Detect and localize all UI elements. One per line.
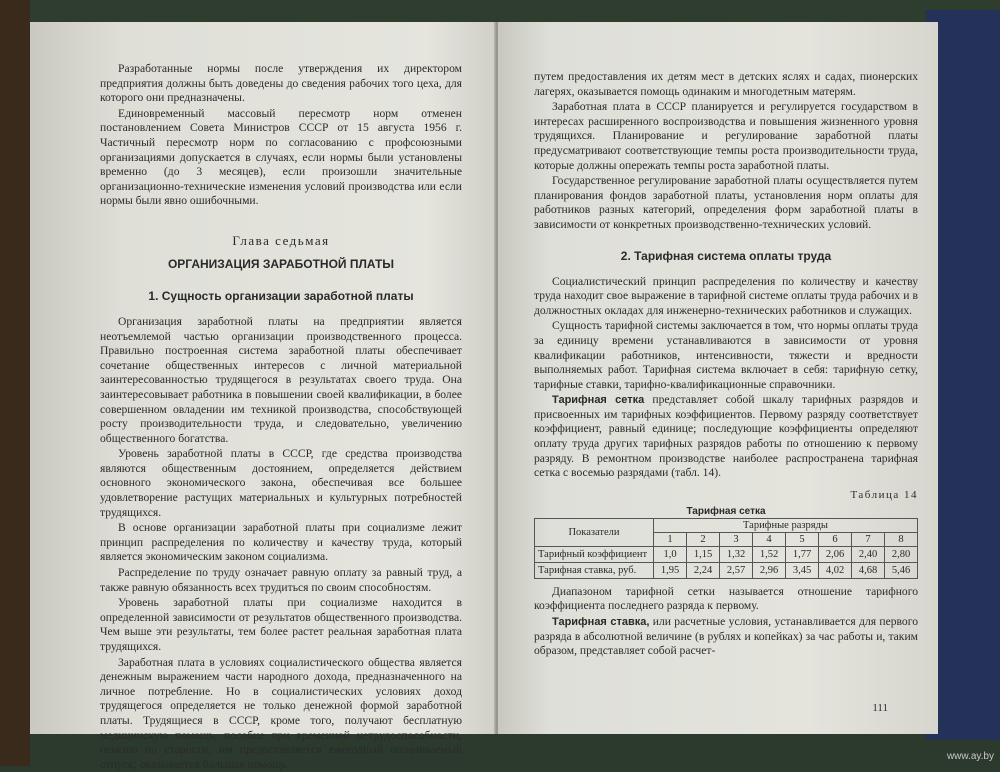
left-body-paragraph: Уровень заработной платы при социализме находится в определенной зависимости от результатов общественного производства. Чем выше эти результаты, тем более растет реальная заработная плата трудящихся.: [100, 596, 462, 653]
chapter-title: ОРГАНИЗАЦИЯ ЗАРАБОТНОЙ ПЛАТЫ: [167, 256, 395, 271]
section-title-2: 2. Тарифная система оплаты труда: [620, 248, 832, 263]
grade-cell: 4: [753, 532, 786, 546]
grade-cell: 6: [819, 532, 852, 546]
row-label: Тарифная ставка, руб.: [535, 562, 654, 578]
right-page: [498, 22, 938, 734]
table-cell: 1,15: [687, 546, 720, 562]
tariff-grid-paragraph: [534, 393, 918, 481]
grade-cell: 8: [885, 532, 918, 546]
tariff-rate-text: или расчетные условия, устанавливается для первого разряда в абсолютной величине (в рублях и копейках) за час работы и, таким образом, представляет собой расчет-: [534, 615, 918, 658]
tariff-grid-term: Тарифная сетка: [552, 394, 645, 407]
background-top: [0, 0, 1000, 22]
table-row: [535, 562, 918, 578]
table-title: Тарифная сетка: [535, 505, 918, 519]
table-row: [535, 546, 918, 562]
chapter-number: Глава седьмая: [232, 232, 330, 248]
right-body-paragraph: Сущность тарифной системы заключается в том, что нормы оплаты труда за единицу времени устанавливаются в зависимости от уровня квалификации работников, интенсивности, тяжести и вредности выполняемых работ. Тарифная система включает в себя: тарифную сетку, тарифные ставки, тарифно-квалификационные справочники.: [534, 319, 918, 391]
table-cell: 4,68: [852, 562, 885, 578]
left-body-paragraph: Уровень заработной платы в СССР, где средства производства являются общественным достоянием, определяется действием основного экономического закона, обеспечивая все большее удовлетворение растущих материальных и культурных потребностей трудящихся.: [100, 447, 462, 519]
right-body-paragraph: Социалистический принцип распределения по количеству и качеству труда находит свое выражение в тарифной системе оплаты труда рабочих и в должностных окладах для инженерно-технических работников и служащих.: [534, 274, 918, 317]
table-cell: 2,06: [819, 546, 852, 562]
table-cell: 2,40: [852, 546, 885, 562]
table-cell: 3,45: [786, 562, 819, 578]
table-cell: 4,02: [819, 562, 852, 578]
table-header-grades: Тарифные разряды: [654, 518, 918, 532]
table-cell: 2,57: [720, 562, 753, 578]
tariff-grid-text: представляет собой шкалу тарифных разрядов и присвоенных им тарифных коэффициентов. Первому разряду соответствует коэффициент, равный единице; последующие коэффициенты определяют оплату труда других тарифных разрядов работы по отношению к первому разряду. В ремонтном производстве наиболее распространена тарифная сетка с восемью разрядами (табл. 14).: [534, 393, 918, 480]
right-paragraph-3: Государственное регулирование заработной платы осуществляется путем планирования фондов заработной платы, установления норм оплаты для работников разных категорий, определения форм заработной платы в зависимости от конкретных производственно-технических условий.: [534, 174, 918, 231]
left-paragraph-1: Разработанные нормы после утверждения их директором предприятия должны быть доведены до сведения рабочих того цеха, для которого они предназначены.: [100, 62, 462, 105]
grade-cell: 1: [654, 532, 687, 546]
background-left: [0, 0, 30, 766]
table-cell: 2,24: [687, 562, 720, 578]
table-cell: 1,95: [654, 562, 687, 578]
table-caption: Таблица 14: [850, 488, 918, 501]
tariff-rate-term: Тарифная ставка,: [552, 616, 650, 629]
grade-cell: 5: [786, 532, 819, 546]
right-paragraph-1: путем предоставления их детям мест в детских яслях и садах, пионерских лагерях, оказывается помощь одинаким и многодетным матерям.: [534, 70, 918, 98]
tariff-rate-paragraph: [534, 615, 918, 659]
right-paragraph-2: Заработная плата в СССР планируется и регулируется государством в интересах расширенного воспроизводства и повышения жизненного уровня трудящихся. Планирование и регулирование заработной платы предусматривают соответствующие темпы роста производительности труда, которые должны опережать темпы роста заработной платы.: [534, 100, 918, 172]
left-body-paragraph: Организация заработной платы на предприятии является неотъемлемой частью организации производственного процесса. Правильно построенная система заработной платы обеспечивает сочетание общественных интересов с личной материальной заинтересованностью трудящегося в результатах своего труда. Она заинтересовывает работника в повышении своей квалификации, в более совершенном овладении им техникой производства, способствующей росту производительности труда, и следовательно, увеличению общественного богатства.: [100, 314, 462, 445]
grade-cell: 7: [852, 532, 885, 546]
table-cell: 1,52: [753, 546, 786, 562]
row-label: Тарифный коэффициент: [535, 546, 654, 562]
left-body-paragraph: В основе организации заработной платы при социализме лежит принцип распределения по количеству и качеству труда, который является экономическим законом социализма.: [100, 521, 462, 564]
left-page: [30, 22, 498, 771]
table-cell: 1,77: [786, 546, 819, 562]
table-cell: 2,96: [753, 562, 786, 578]
tariff-table: [534, 505, 918, 579]
table-cell: 2,80: [885, 546, 918, 562]
section-title-1: 1. Сущность организации заработной платы: [148, 288, 414, 303]
grade-cell: 3: [720, 532, 753, 546]
table-cell: 1,0: [654, 546, 687, 562]
table-cell: 1,32: [720, 546, 753, 562]
table-cell: 5,46: [885, 562, 918, 578]
left-body-paragraph: Распределение по труду означает равную оплату за равный труд, а также равную обязанность всех трудиться по своим способностям.: [100, 566, 462, 594]
watermark: www.ay.by: [946, 751, 994, 762]
range-paragraph: Диапазоном тарифной сетки называется отношение тарифного коэффициента последнего разряда к первому.: [534, 584, 918, 613]
page-number: 111: [872, 702, 888, 714]
table-header-indicators: Показатели: [535, 518, 654, 546]
grade-cell: 2: [687, 532, 720, 546]
left-paragraph-2: Единовременный массовый пересмотр норм отменен постановлением Совета Министров СССР от 15 августа 1956 г. Частичный пересмотр норм по согласованию с профсоюзными организациями допускается в случаях, если нормы были установлены временно (до 3 месяцев), если произошли значительные организационно-технические изменения условий производства или если нормы были явно ошибочными.: [100, 106, 462, 208]
left-body-paragraph: Заработная плата в условиях социалистического общества является денежным выражением части народного дохода, предназначенного на личное потребление. Но в социалистических условиях доход трудящегося определяется не только денежной формой заработной платы. Трудящиеся в СССР, кроме того, получают бесплатную медицинскую помощь, пособие при временной нетрудоспособности, пенсию по старости; им предоставляется ежегодный оплачиваемый отпуск; оказывается большая помощь: [100, 655, 462, 771]
